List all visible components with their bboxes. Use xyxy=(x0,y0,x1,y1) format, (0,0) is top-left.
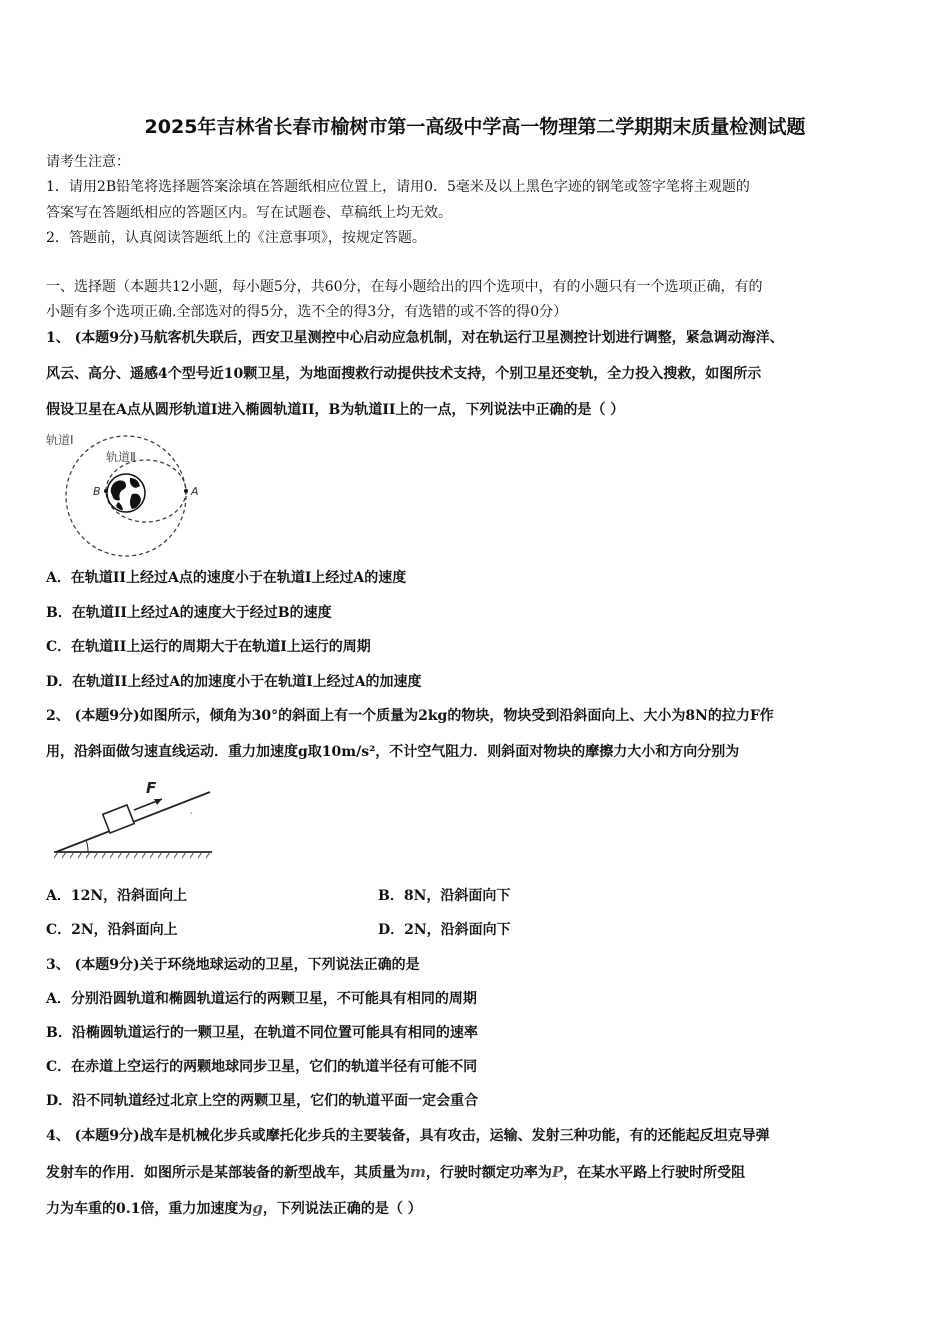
tick-mark: ' xyxy=(190,811,193,820)
q4-stem-line3 xyxy=(46,1198,422,1219)
orbit-2-label: 轨道Ⅱ xyxy=(106,450,136,464)
gravity-variable: g xyxy=(252,1199,263,1217)
power-variable: P xyxy=(551,1163,564,1181)
q4-line2-part1: 发射车的作用．如图所示是某部装备的新型战车，其质量为 xyxy=(46,1165,410,1181)
q4-line2-part3: ，在某水平路上行驶时所受阻 xyxy=(563,1165,746,1181)
q1-option-c: C．在轨道II上运行的周期大于在轨道I上运行的周期 xyxy=(46,639,371,655)
point-a-label: A xyxy=(191,485,199,498)
q1-stem-line1: 1、 (本题9分)马航客机失联后，西安卫星测控中心启动应急机制，对在轨运行卫星测控计划进行调整，紧急调动海洋、 xyxy=(46,330,784,346)
q2-option-d: D．2N，沿斜面向下 xyxy=(378,922,511,938)
block xyxy=(103,805,134,833)
q4-stem-line2 xyxy=(46,1162,745,1183)
force-label: F xyxy=(146,779,157,797)
angle-arc xyxy=(86,840,88,852)
ground-hatching xyxy=(54,852,210,858)
point-a-marker xyxy=(184,489,188,493)
mass-variable: m xyxy=(410,1163,426,1181)
notice-item-1-cont: 答案写在答题纸相应的答题区内。写在试题卷、草稿纸上均无效。 xyxy=(46,205,452,221)
q4-stem-line1: 4、 (本题9分)战车是机械化步兵或摩托化步兵的主要装备，具有攻击，运输、发射三种功能，有的还能起反坦克导弹 xyxy=(46,1128,770,1144)
earth-icon xyxy=(107,474,145,512)
q3-option-c: C．在赤道上空运行的两颗地球同步卫星，它们的轨道半径有可能不同 xyxy=(46,1059,478,1075)
q3-stem: 3、 (本题9分)关于环绕地球运动的卫星，下列说法正确的是 xyxy=(46,957,420,973)
q3-option-a: A．分别沿圆轨道和椭圆轨道运行的两颗卫星，不可能具有相同的周期 xyxy=(46,991,477,1007)
point-b-label: B xyxy=(93,485,101,498)
q1-option-d: D．在轨道II上经过A的加速度小于在轨道I上经过A的加速度 xyxy=(46,674,422,690)
orbit-1-label: 轨道Ⅰ xyxy=(46,433,74,447)
notice-heading: 请考生注意： xyxy=(46,154,130,170)
section-heading-cont: 小题有多个选项正确.全部选对的得5分，选不全的得3分，有选错的或不答的得0分） xyxy=(46,304,568,320)
section-heading: 一、选择题（本题共12小题，每小题5分，共60分，在每小题给出的四个选项中，有的小题只有一个选项正确，有的 xyxy=(46,279,763,295)
q2-option-b: B．8N，沿斜面向下 xyxy=(378,888,511,904)
q3-option-b: B．沿椭圆轨道运行的一颗卫星，在轨道不同位置可能具有相同的速率 xyxy=(46,1025,478,1041)
q2-option-a: A．12N，沿斜面向上 xyxy=(46,888,188,904)
q4-line2-part2: ，行驶时额定功率为 xyxy=(425,1165,552,1181)
notice-item-2: 2．答题前，认真阅读答题纸上的《注意事项》，按规定答题。 xyxy=(46,230,426,246)
q2-stem-line1: 2、 (本题9分)如图所示，倾角为30°的斜面上有一个质量为2kg的物块，物块受到沿斜面向上、大小为8N的拉力F作 xyxy=(46,708,774,724)
q1-stem-line3: 假设卫星在A点从圆形轨道I进入椭圆轨道II，B为轨道II上的一点，下列说法中正确的是（ ） xyxy=(46,402,625,418)
incline-diagram xyxy=(50,772,220,864)
notice-item-1: 1．请用2B铅笔将选择题答案涂填在答题纸相应位置上，请用0．5毫米及以上黑色字迹的钢笔或签字笔将主观题的 xyxy=(46,179,750,195)
q3-option-d: D．沿不同轨道经过北京上空的两颗卫星，它们的轨道平面一定会重合 xyxy=(46,1093,479,1109)
q1-stem-line2: 风云、高分、遥感4个型号近10颗卫星，为地面搜救行动提供技术支持，个别卫星还变轨，全力投入搜救，如图所示 xyxy=(46,366,762,382)
q4-line3-part1: 力为车重的0.1倍，重力加速度为 xyxy=(46,1201,253,1217)
point-b-marker xyxy=(104,489,108,493)
q1-option-b: B．在轨道II上经过A的速度大于经过B的速度 xyxy=(46,605,332,621)
q2-option-c: C．2N，沿斜面向上 xyxy=(46,922,178,938)
q1-option-a: A．在轨道II上经过A点的速度小于在轨道I上经过A的速度 xyxy=(46,570,407,586)
q4-line3-part2: ，下列说法正确的是（ ） xyxy=(262,1201,422,1217)
page-title: 2025年吉林省长春市榆树市第一高级中学高一物理第二学期期末质量检测试题 xyxy=(144,116,806,138)
q2-stem-line2: 用，沿斜面做匀速直线运动．重力加速度g取10m/s²，不计空气阻力．则斜面对物块的摩擦力大小和方向分别为 xyxy=(46,744,740,760)
orbit-diagram xyxy=(40,428,210,558)
